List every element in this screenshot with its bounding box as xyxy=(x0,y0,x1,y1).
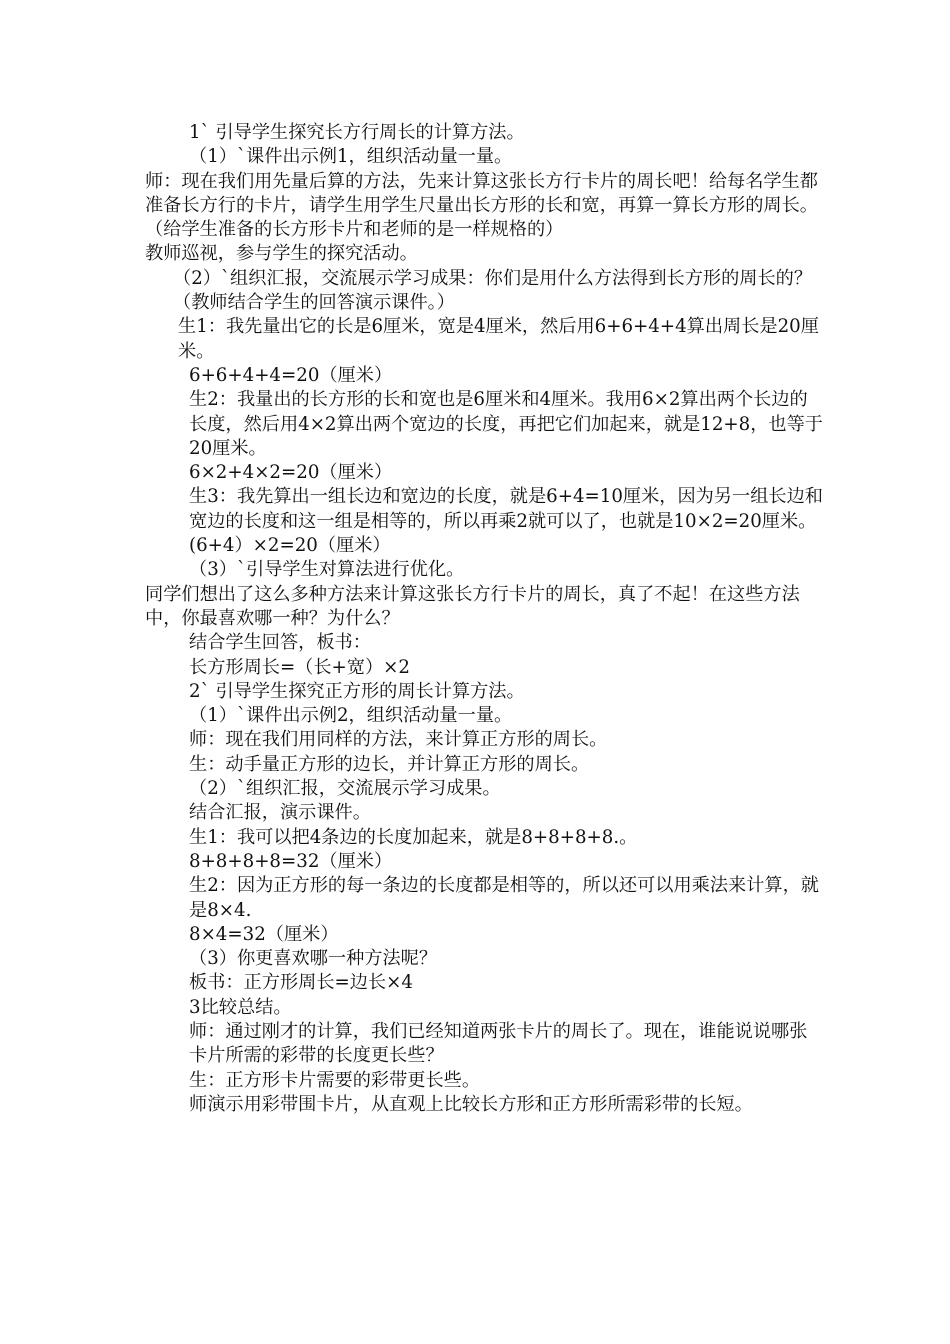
paragraph: 生1：我可以把4条边的长度加起来，就是8+8+8+8.。 xyxy=(189,826,638,848)
paragraph: 结合汇报，演示课件。 xyxy=(189,802,371,824)
paragraph: （1）`课件出示例1，组织活动量一量。 xyxy=(189,146,513,168)
paragraph: 生2：因为正方形的每一条边的长度都是相等的，所以还可以用乘法来计算，就是8×4. xyxy=(189,875,819,921)
paragraph: 生1：我先量出它的长是6厘米，宽是4厘米，然后用6+6+4+4算出周长是20厘米。 xyxy=(178,316,819,362)
paragraph: （1）`课件出示例2，组织活动量一量。 xyxy=(189,705,513,727)
paragraph: 2` 引导学生探究正方形的周长计算方法。 xyxy=(189,680,525,702)
paragraph: 6×2+4×2=20（厘米） xyxy=(189,462,393,484)
paragraph: 师演示用彩带围卡片，从直观上比较长方形和正方形所需彩带的长短。 xyxy=(189,1093,753,1115)
paragraph: 教师巡视，参与学生的探究活动。 xyxy=(145,243,418,265)
paragraph: 生2：我量出的长方形的长和宽也是6厘米和4厘米。我用6×2算出两个长边的长度，然后用4×2算出两个宽边的长度，再把它们加起来，就是12+8，也等于20厘米。 xyxy=(189,389,823,459)
paragraph: 生：正方形卡片需要的彩带更长些。 xyxy=(189,1069,481,1091)
paragraph: （3）你更喜欢哪一种方法呢？ xyxy=(189,948,438,970)
paragraph: 师：现在我们用同样的方法，来计算正方形的周长。 xyxy=(189,729,608,751)
paragraph: 长方形周长=（长+宽）×2 xyxy=(189,656,410,678)
paragraph: 生3：我先算出一组长边和宽边的长度，就是6+4=10厘米，因为另一组长边和宽边的长度和这一组是相等的，所以再乘2就可以了，也就是10×2=20厘米。 xyxy=(189,486,823,532)
paragraph: 板书：正方形周长=边长×4 xyxy=(189,972,413,994)
paragraph: 1` 引导学生探究长方行周长的计算方法。 xyxy=(189,122,525,143)
paragraph: (6+4）×2=20（厘米） xyxy=(189,535,391,557)
paragraph: 8×4=32（厘米） xyxy=(189,923,339,945)
paragraph: （2）`组织汇报，交流展示学习成果。 xyxy=(189,778,501,800)
paragraph: 同学们想出了这么多种方法来计算这张长方行卡片的周长，真了不起！在这些方法中，你最喜欢哪一种？为什么？ xyxy=(145,583,800,629)
paragraph: （2）`组织汇报，交流展示学习成果：你们是用什么方法得到长方形的周长的？（教师结合学生的回答演示课件。） xyxy=(173,267,813,314)
paragraph: （3）`引导学生对算法进行优化。 xyxy=(189,559,465,581)
paragraph: 结合学生回答，板书： xyxy=(189,632,371,654)
paragraph: 生：动手量正方形的边长，并计算正方形的周长。 xyxy=(189,753,590,775)
paragraph: 8+8+8+8=32（厘米） xyxy=(189,850,393,872)
paragraph: 师：现在我们用先量后算的方法，先来计算这张长方行卡片的周长吧！给每名学生都准备长方行的卡片，请学生用学生尺量出长方形的长和宽，再算一算长方形的周长。（给学生准备的长方形卡片和老师的是一样规格的） xyxy=(145,170,818,241)
paragraph: 师：通过刚才的计算，我们已经知道两张卡片的周长了。现在，谁能说说哪张卡片所需的彩带的长度更长些？ xyxy=(189,1020,808,1067)
paragraph: 6+6+4+4=20（厘米） xyxy=(189,364,393,386)
paragraph: 3比较总结。 xyxy=(189,996,292,1018)
document-body xyxy=(145,121,825,1117)
